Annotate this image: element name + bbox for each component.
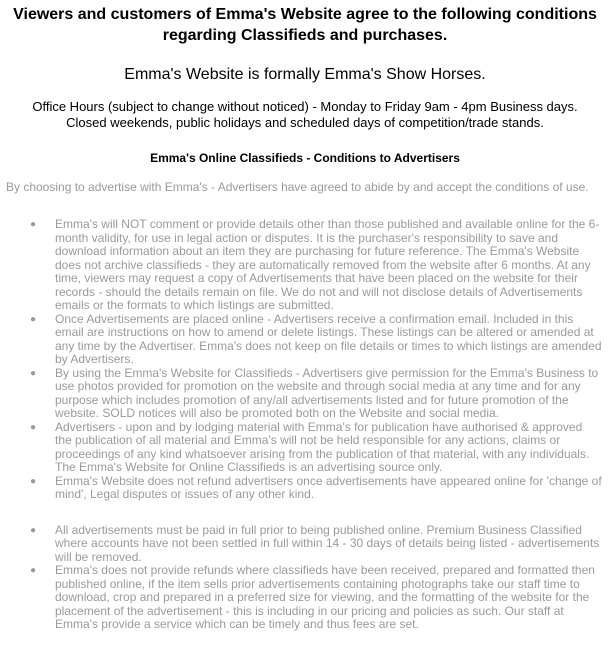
list-item-text: Advertisers - upon and by lodging material with Emma's for publication have authorised & approved the publication of all material and Emma's will not be held responsible for any actions, claims or proceedings of any kind whatsoever arising from the publication of that material, with any individuals. The Emma's Website for Online Classifieds is an advertising source only. [55,419,590,474]
section-intro: By choosing to advertise with Emma's - Advertisers have agreed to abide by and accept the conditions of use. [6,180,589,194]
list-item [6,421,604,475]
office-hours-line-1: Office Hours (subject to change without noticed) - Monday to Friday 9am - 4pm Business days. [32,99,578,114]
bullet-icon: ● [30,565,37,576]
list-item-text: All advertisements must be paid in full prior to being published online. Premium Business Classified where accounts have not been settled in full within 14 - 30 days of details being listed - advertisements will be removed. [55,522,600,564]
list-item-text: Emma's does not provide refunds where classifieds have been received, prepared and formatted then published online, if the item sells prior advertisements containing photographs take our staff time to download, crop and prepared in a preferred size for viewing, and the formatting of the website for the placement of the advertisement - this is including in our pricing and policies as such. Our staff at Emma's provide a service which can be timely and thus fees are set. [55,563,595,631]
list-item [6,564,604,632]
list-item [6,218,604,313]
bullet-icon: ● [30,475,37,487]
page-subtitle: Emma's Website is formally Emma's Show Horses. [124,66,486,83]
office-hours [6,99,604,131]
bullet-icon: ● [30,421,37,433]
section-title: Emma's Online Classifieds - Conditions to Advertisers [150,151,460,165]
list-item [6,475,604,502]
bullet-icon: ● [30,367,37,379]
list-item [6,524,604,565]
terms-list-1 [6,218,604,502]
list-item [6,367,604,421]
bullet-icon: ● [30,313,37,325]
list-item-text: Emma's will NOT comment or provide details other than those published and available online for the 6-month validity, for use in legal action or disputes. It is the purchaser's responsibility to save and download information about an item they are purchasing for future reference. The Emma's Website does not archive classifieds - they are automatically removed from the website after 6 months. At any time, viewers may request a copy of Advertisements that have been placed on the website for their records - should the details remain on file. We do not and will not disclose details of Advertisements emails or the formats to which listings are submitted. [55,217,600,312]
bullet-icon: ● [30,219,37,230]
list-item-text: Emma's Website does not refund advertisers once advertisements have appeared online for 'change of mind', Legal disputes or issues of any other kind. [55,473,602,501]
bullet-icon: ● [30,524,37,536]
page-title: Viewers and customers of Emma's Website agree to the following conditions regarding Classifieds and purchases. [13,6,597,44]
list-item-text: Once Advertisements are placed online - Advertisers receive a confirmation email. Included in this email are instructions on how to amend or delete listings. These listings can be altered or amended at any time by the Advertiser. Emma's does not keep on file details or times to which listings are amended by Advertisers. [55,311,602,366]
list-item [6,313,604,367]
terms-list-2 [6,524,604,632]
list-item-text: By using the Emma's Website for Classifieds - Advertisers give permission for the Emma's Business to use photos provided for promotion on the website and through social media at any time and for any purpose which includes promotion of any/all advertisements listed and for future promotion of the website. SOLD notices will also be promoted both on the Website and social media. [55,365,599,420]
office-hours-line-2: Closed weekends, public holidays and scheduled days of competition/trade stands. [66,115,544,130]
